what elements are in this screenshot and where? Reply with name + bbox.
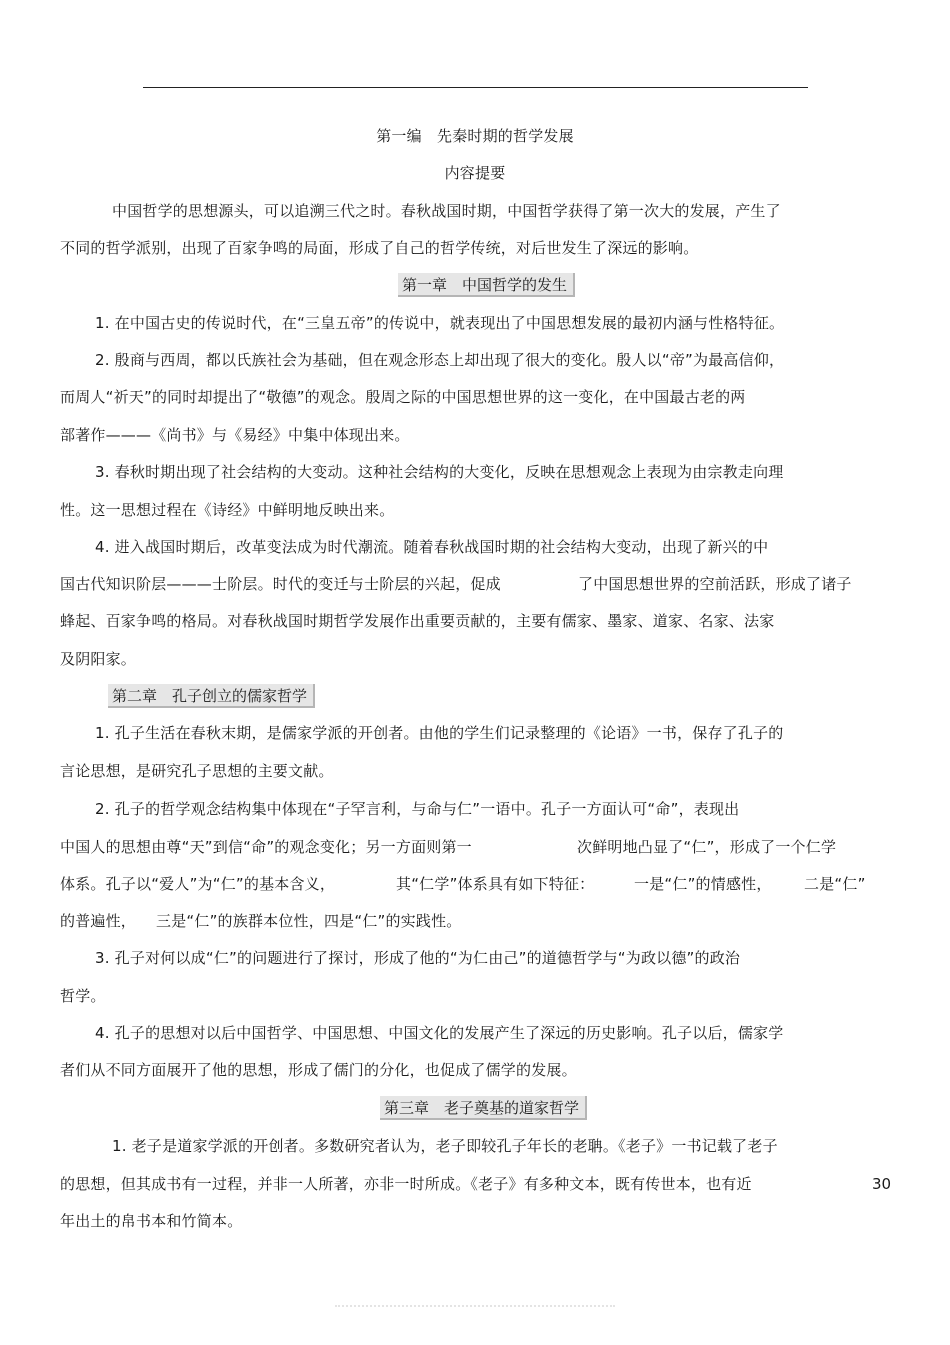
ch1-p2-line-3: 部著作———《尚书》与《易经》中集中体现出来。 bbox=[60, 426, 410, 444]
footer-watermark bbox=[335, 1305, 615, 1311]
chapter-1-heading: 第一章 中国哲学的发生 bbox=[398, 273, 575, 297]
ch1-p4-line-3: 蜂起、百家争鸣的格局。对春秋战国时期哲学发展作出重要贡献的，主要有儒家、墨家、道家、名家、法家 bbox=[60, 612, 775, 630]
intro-line-2: 不同的哲学派别，出现了百家争鸣的局面，形成了自己的哲学传统，对后世发生了深远的影响。 bbox=[60, 239, 699, 257]
ch1-p3-line-2: 性。这一思想过程在《诗经》中鲜明地反映出来。 bbox=[60, 501, 395, 519]
ch1-p1-line-1: 1. 在中国古史的传说时代，在“三皇五帝”的传说中，就表现出了中国思想发展的最初内涵与性格特征。 bbox=[95, 314, 785, 332]
ch3-p1-line-1: 1. 老子是道家学派的开创者。多数研究者认为，老子即较孔子年长的老聃。《老子》一书记载了老子 bbox=[112, 1137, 778, 1155]
summary-title: 内容提要 bbox=[444, 164, 506, 182]
ch2-p2-line-3b: 其“仁学”体系具有如下特征： bbox=[396, 875, 595, 893]
ch1-p4-line-2a: 国古代知识阶层———士阶层。时代的变迁与士阶层的兴起，促成 bbox=[60, 575, 501, 593]
header-rule bbox=[143, 87, 808, 88]
chapter-3-heading: 第三章 老子奠基的道家哲学 bbox=[380, 1096, 587, 1120]
ch1-p3-line-1: 3. 春秋时期出现了社会结构的大变动。这种社会结构的大变化，反映在思想观念上表现为由宗教走向理 bbox=[95, 463, 784, 481]
ch2-p2-line-1: 2. 孔子的哲学观念结构集中体现在“子罕言利，与命与仁”一语中。孔子一方面认可“命”，表现出 bbox=[95, 800, 740, 818]
page-number: 30 bbox=[872, 1175, 892, 1193]
ch2-p2-line-3a: 体系。孔子以“爱人”为“仁”的基本含义， bbox=[60, 875, 336, 893]
ch2-p1-line-2: 言论思想，是研究孔子思想的主要文献。 bbox=[60, 762, 334, 780]
intro-line-1: 中国哲学的思想源头，可以追溯三代之时。春秋战国时期，中国哲学获得了第一次大的发展，产生了 bbox=[112, 202, 781, 220]
ch2-p2-line-2b: 次鲜明地凸显了“仁”，形成了一个仁学 bbox=[577, 838, 837, 856]
part-title: 第一编 先秦时期的哲学发展 bbox=[376, 127, 574, 145]
ch3-p1-line-3: 年出土的帛书本和竹简本。 bbox=[60, 1212, 243, 1230]
ch1-p4-line-2b: 了中国思想世界的空前活跃，形成了诸子 bbox=[578, 575, 852, 593]
ch2-p2-line-4b: 三是“仁”的族群本位性，四是“仁”的实践性。 bbox=[156, 912, 462, 930]
ch2-p2-line-4a: 的普遍性， bbox=[60, 912, 137, 930]
ch2-p3-line-2: 哲学。 bbox=[60, 987, 106, 1005]
ch1-p2-line-2: 而周人“祈天”的同时却提出了“敬德”的观念。殷周之际的中国思想世界的这一变化，在中国最古老的两 bbox=[60, 388, 746, 406]
ch2-p4-line-2: 者们从不同方面展开了他的思想，形成了儒门的分化，也促成了儒学的发展。 bbox=[60, 1061, 577, 1079]
ch3-p1-line-2: 的思想，但其成书有一过程，并非一人所著，亦非一时所成。《老子》有多种文本，既有传世本，也有近 bbox=[60, 1175, 752, 1193]
ch2-p4-line-1: 4. 孔子的思想对以后中国哲学、中国思想、中国文化的发展产生了深远的历史影响。孔子以后，儒家学 bbox=[95, 1024, 784, 1042]
ch2-p2-line-3d: 二是“仁” bbox=[804, 875, 866, 893]
ch2-p2-line-2a: 中国人的思想由尊“天”到信“命”的观念变化；另一方面则第一 bbox=[60, 838, 472, 856]
ch1-p4-line-4: 及阴阳家。 bbox=[60, 650, 137, 668]
chapter-2-heading: 第二章 孔子创立的儒家哲学 bbox=[108, 684, 315, 708]
ch1-p4-line-1: 4. 进入战国时期后，改革变法成为时代潮流。随着春秋战国时期的社会结构大变动，出现了新兴的中 bbox=[95, 538, 769, 556]
ch2-p3-line-1: 3. 孔子对何以成“仁”的问题进行了探讨，形成了他的“为仁由己”的道德哲学与“为政以德”的政治 bbox=[95, 949, 741, 967]
ch2-p1-line-1: 1. 孔子生活在春秋末期，是儒家学派的开创者。由他的学生们记录整理的《论语》一书，保存了孔子的 bbox=[95, 724, 784, 742]
ch1-p2-line-1: 2. 殷商与西周，都以氏族社会为基础，但在观念形态上却出现了很大的变化。殷人以“帝”为最高信仰， bbox=[95, 351, 785, 369]
ch2-p2-line-3c: 一是“仁”的情感性， bbox=[634, 875, 772, 893]
